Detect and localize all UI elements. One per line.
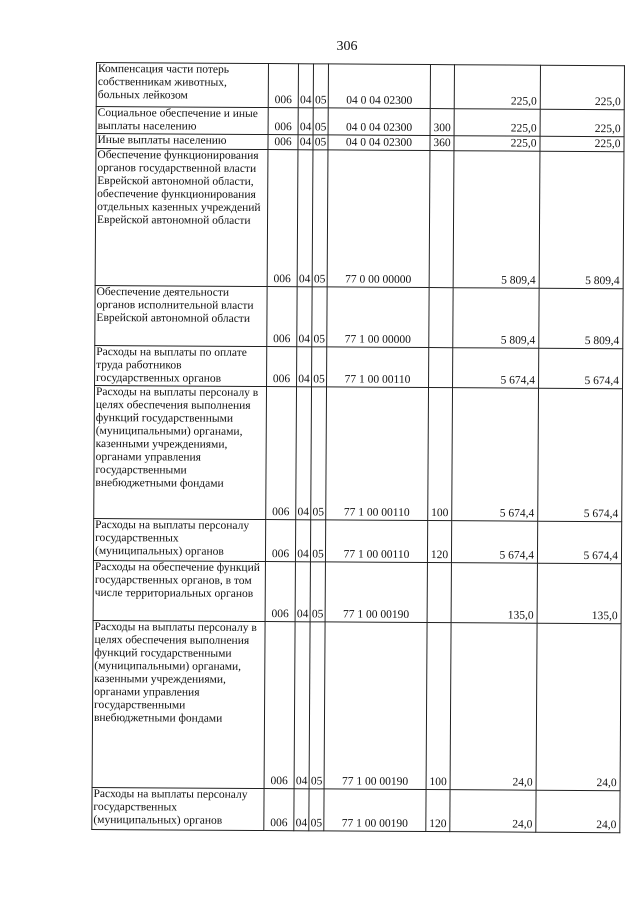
ministry-code-cell: 006 (266, 387, 297, 520)
subsection-code-cell: 05 (309, 789, 324, 831)
amount-year1-cell: 5 674,4 (453, 348, 539, 389)
amount-year1-cell: 225,0 (454, 109, 540, 137)
expense-type-cell: 120 (426, 790, 450, 832)
table-row (93, 518, 621, 563)
expense-type-cell: 300 (430, 109, 454, 136)
subsection-code-cell: 05 (312, 287, 327, 347)
section-code-cell: 04 (297, 287, 312, 347)
ministry-code-cell: 006 (265, 520, 295, 562)
table-row (96, 63, 624, 110)
amount-year1-cell: 5 674,4 (451, 521, 537, 564)
section-code-cell: 04 (296, 387, 312, 520)
ministry-code-cell: 006 (264, 789, 294, 831)
page-number: 306 (336, 39, 358, 54)
row-name-cell: Расходы на выплаты по оплате труда работников государственных органов (95, 345, 267, 386)
row-name-cell: Расходы на выплаты персоналу государственных (муниципальных) органов (93, 518, 265, 561)
amount-year1-cell: 135,0 (451, 563, 537, 624)
expense-type-cell: 120 (427, 521, 451, 563)
ministry-code-cell: 006 (268, 108, 298, 135)
table-row (95, 285, 623, 348)
expense-type-cell (427, 563, 451, 623)
table-body (92, 63, 625, 833)
amount-year1-cell: 24,0 (450, 790, 536, 833)
expense-type-cell: 100 (428, 388, 453, 521)
subsection-code-cell: 05 (312, 347, 327, 387)
ministry-code-cell: 006 (267, 150, 298, 287)
target-article-cell: 77 1 00 00110 (326, 387, 429, 521)
ministry-code-cell: 006 (264, 622, 295, 789)
section-code-cell: 04 (297, 150, 313, 287)
amount-year2-cell: 225,0 (540, 136, 624, 152)
row-name-cell: Обеспечение функционирования органов государственной власти Еврейской автономной области, обеспечение функционирования отдельных казенных учреждений Еврейской автономной области (95, 149, 268, 287)
amount-year2-cell: 5 674,4 (539, 348, 623, 389)
section-code-cell: 04 (297, 347, 312, 387)
amount-year2-cell: 24,0 (536, 790, 620, 833)
subsection-code-cell: 05 (314, 136, 327, 149)
row-name-cell: Расходы на выплаты персоналу в целях обеспечения выполнения функций государственными (муниципальными) органами, казенными учреждениями, органами управления государственными внебюджетными фондами (92, 620, 265, 788)
expense-type-cell (429, 348, 453, 388)
section-code-cell: 04 (298, 108, 313, 135)
expense-type-cell: 360 (430, 136, 454, 151)
amount-year1-cell: 5 674,4 (452, 388, 539, 522)
target-article-cell: 77 1 00 00190 (324, 789, 426, 832)
expense-type-cell: 100 (426, 623, 451, 790)
amount-year1-cell: 5 809,4 (453, 151, 540, 289)
table-row (96, 107, 624, 137)
expense-type-cell (430, 65, 454, 109)
subsection-code-cell: 05 (313, 108, 328, 135)
expense-type-cell (429, 151, 454, 288)
table-row (95, 149, 624, 289)
row-name-cell: Расходы на выплаты персоналу государственных (муниципальных) органов (92, 787, 264, 830)
target-article-cell: 77 0 00 00000 (327, 150, 430, 288)
target-article-cell: 77 1 00 00190 (324, 622, 427, 790)
table-row (92, 620, 621, 790)
subsection-code-cell: 05 (310, 562, 325, 622)
section-code-cell: 04 (294, 789, 309, 831)
row-name-cell: Обеспечение деятельности органов исполнительной власти Еврейской автономной области (95, 285, 267, 346)
budget-table (91, 62, 625, 833)
ministry-code-cell: 006 (268, 135, 298, 150)
section-code-cell: 04 (299, 136, 312, 149)
amount-year2-cell: 5 674,4 (537, 521, 621, 564)
amount-year2-cell: 135,0 (537, 563, 621, 624)
row-name-cell: Расходы на обеспечение функций государственных органов, в том числе территориальных органов (93, 560, 265, 621)
amount-year2-cell: 225,0 (540, 65, 624, 110)
ministry-code-cell: 006 (267, 287, 297, 347)
subsection-code-cell: 05 (310, 520, 325, 562)
section-code-cell: 04 (298, 64, 313, 108)
row-name-cell: Социальное обеспечение и иные выплаты населению (96, 107, 268, 135)
target-article-cell: 77 1 00 00110 (325, 520, 427, 563)
subsection-code-cell: 05 (311, 387, 327, 520)
table-row (94, 385, 623, 521)
row-name-cell: Расходы на выплаты персоналу в целях обеспечения выполнения функций государственными (муниципальными) органами, казенными учреждениями, органами управления государственными внебюджетными фондами (94, 385, 267, 519)
ministry-code-cell: 006 (268, 64, 298, 108)
amount-year1-cell: 225,0 (454, 65, 540, 110)
target-article-cell: 77 1 00 00190 (325, 562, 427, 623)
target-article-cell: 04 0 04 02300 (328, 135, 430, 151)
section-code-cell: 04 (295, 562, 310, 622)
row-name-cell: Компенсация части потерь собственникам животных, больных лейкозом (96, 63, 268, 108)
table-row (92, 787, 620, 832)
amount-year2-cell: 5 809,4 (539, 288, 623, 349)
ministry-code-cell: 006 (267, 347, 297, 387)
table-row (95, 345, 623, 388)
amount-year2-cell: 225,0 (540, 109, 624, 137)
expense-type-cell (429, 288, 453, 348)
target-article-cell: 04 0 04 02300 (328, 64, 430, 109)
subsection-code-cell: 05 (312, 150, 328, 287)
table-row (93, 560, 621, 623)
amount-year1-cell: 24,0 (450, 623, 537, 791)
amount-year2-cell: 5 674,4 (538, 388, 623, 522)
row-name-cell: Иные выплаты населению (96, 134, 268, 150)
target-article-cell: 04 0 04 02300 (328, 108, 430, 136)
amount-year2-cell: 24,0 (536, 623, 621, 791)
subsection-code-cell: 05 (309, 622, 325, 789)
amount-year1-cell: 5 809,4 (453, 288, 539, 349)
section-code-cell: 04 (294, 622, 310, 789)
amount-year2-cell: 5 809,4 (539, 151, 624, 289)
target-article-cell: 77 1 00 00110 (327, 347, 429, 388)
ministry-code-cell: 006 (265, 562, 295, 622)
subsection-code-cell: 05 (313, 64, 328, 108)
target-article-cell: 77 1 00 00000 (327, 287, 429, 348)
section-code-cell: 04 (295, 520, 310, 562)
amount-year1-cell: 225,0 (454, 136, 540, 152)
